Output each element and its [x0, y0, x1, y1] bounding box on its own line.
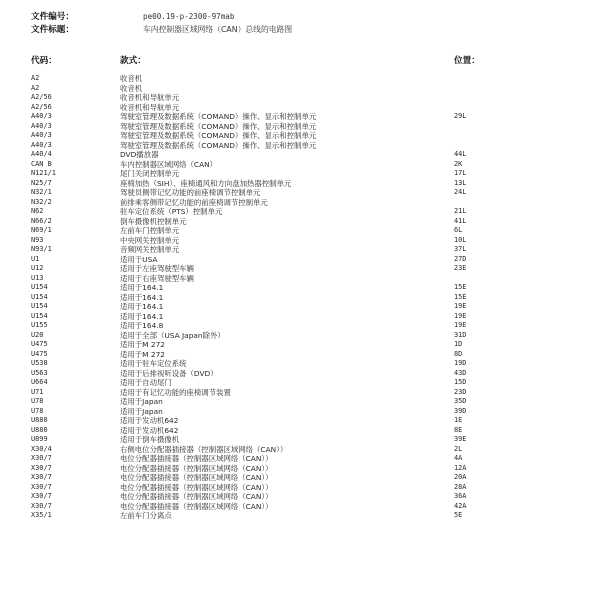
component-position: 23D: [454, 387, 467, 396]
table-row: [0, 207, 603, 217]
table-row: [0, 93, 603, 103]
component-position: 17L: [454, 169, 467, 177]
table-row: [0, 122, 603, 132]
component-code: U880: [31, 416, 48, 424]
component-position: 6L: [454, 226, 463, 234]
component-code: N93/1: [31, 245, 52, 253]
component-position: 2K: [454, 159, 463, 168]
component-code: U154: [31, 311, 48, 320]
component-position: 41L: [454, 216, 467, 225]
table-row: [0, 150, 603, 160]
component-position: 43D: [454, 368, 467, 377]
table-row: [0, 131, 603, 141]
component-description: 收音机: [120, 83, 143, 93]
component-code: U78: [31, 406, 44, 415]
doc-title-value: 车内控制器区域网络（CAN）总线的电路图: [143, 25, 293, 34]
component-code: N93: [31, 235, 44, 244]
table-row: [0, 84, 603, 94]
table-row: [0, 236, 603, 246]
component-description: 电位分配器插接器（控制器区域网络（CAN））: [120, 492, 273, 501]
component-position: 23E: [454, 264, 467, 272]
component-description: 尾门关闭控制单元: [120, 169, 180, 178]
component-position: 39E: [454, 435, 467, 443]
table-row: [0, 464, 603, 474]
component-code: U71: [31, 387, 44, 396]
table-row: [0, 226, 603, 236]
table-row: [0, 141, 603, 151]
table-row: [0, 397, 603, 407]
doc-title-label: 文件标题：: [31, 25, 74, 35]
table-row: [0, 502, 603, 512]
component-description: 驾驶室管理及数据系统（COMAND）操作、显示和控制单元: [120, 140, 317, 150]
component-code: A40/3: [31, 131, 52, 139]
table-row: [0, 245, 603, 255]
table-row: [0, 454, 603, 464]
component-code: N32/2: [31, 197, 52, 206]
component-description: 适用于倒车摄像机: [120, 435, 180, 444]
component-description: 左前车门分离点: [120, 511, 172, 520]
component-code: X30/7: [31, 492, 52, 500]
component-description: 倒车摄像机控制单元: [120, 216, 187, 226]
component-description: 适用于有记忆功能的座椅调节装置: [120, 387, 231, 397]
table-row: [0, 369, 603, 379]
component-description: 适用于后排视听设备（DVD）: [120, 368, 218, 378]
component-description: 驾驶室管理及数据系统（COMAND）操作、显示和控制单元: [120, 112, 317, 121]
component-description: 左前车门控制单元: [120, 226, 180, 235]
component-position: 27D: [454, 254, 467, 263]
component-position: 19D: [454, 359, 467, 367]
component-description: 收音机和导航单元: [120, 93, 180, 102]
component-description: 适用于发动机642: [120, 416, 179, 425]
component-position: 8E: [454, 425, 463, 434]
table-row: [0, 293, 603, 303]
description-column-header: 款式：: [120, 56, 146, 66]
component-code: A2: [31, 74, 40, 82]
component-position: 37L: [454, 245, 467, 253]
component-position: 21L: [454, 207, 467, 215]
component-description: 电位分配器插接器（控制器区域网络（CAN））: [120, 463, 273, 473]
component-code: U155: [31, 321, 48, 329]
component-description: 适用于右座驾驶型车辆: [120, 273, 194, 283]
component-description: 驾驶室管理及数据系统（COMAND）操作、显示和控制单元: [120, 121, 317, 131]
table-row: [0, 331, 603, 341]
component-description: 适用于USA: [120, 254, 158, 264]
component-description: 适用于全部（USA Japan除外）: [120, 330, 225, 340]
position-column-header: 位置：: [454, 56, 480, 66]
component-description: 驾驶员侧带记忆功能的前座椅调节控制单元: [120, 188, 261, 197]
component-position: 10L: [454, 235, 467, 244]
component-position: 13L: [454, 178, 467, 187]
table-row: [0, 264, 603, 274]
component-table: [0, 74, 603, 521]
component-code: X35/1: [31, 511, 52, 519]
component-code: U475: [31, 349, 48, 358]
table-row: [0, 274, 603, 284]
component-position: 2L: [454, 444, 463, 453]
table-row: [0, 255, 603, 265]
component-code: U154: [31, 283, 48, 291]
component-code: N66/2: [31, 216, 52, 225]
component-description: 音频网关控制单元: [120, 245, 180, 254]
component-code: U664: [31, 378, 48, 386]
component-code: U880: [31, 425, 48, 434]
component-description: 适用于发动机642: [120, 425, 179, 435]
component-code: X30/7: [31, 463, 52, 472]
table-row: [0, 321, 603, 331]
component-code: U154: [31, 292, 48, 301]
component-position: 28A: [454, 482, 467, 491]
component-code: N69/1: [31, 226, 52, 234]
component-position: 19E: [454, 321, 467, 329]
component-description: 适用于M 272: [120, 349, 166, 359]
component-description: 车内控制器区域网络（CAN）: [120, 159, 218, 169]
component-code: A40/4: [31, 150, 52, 158]
table-row: [0, 445, 603, 455]
table-row: [0, 359, 603, 369]
component-code: U154: [31, 302, 48, 310]
component-code: U1: [31, 254, 40, 263]
component-position: 15E: [454, 283, 467, 291]
table-row: [0, 217, 603, 227]
component-description: 适用于自动尾门: [120, 378, 172, 387]
table-row: [0, 283, 603, 293]
table-row: [0, 388, 603, 398]
component-position: 39D: [454, 406, 467, 415]
doc-number-value: pe00.19-p-2300-97mab: [143, 12, 235, 21]
component-position: 8D: [454, 349, 463, 358]
table-row: [0, 407, 603, 417]
component-description: 前排乘客侧带记忆功能的前座椅调节控制单元: [120, 197, 268, 207]
component-description: 适用于Japan: [120, 406, 163, 416]
component-description: 适用于164.1: [120, 283, 164, 292]
component-description: 中央网关控制单元: [120, 235, 180, 245]
component-description: 适用于164.1: [120, 311, 164, 321]
table-row: [0, 416, 603, 426]
table-row: [0, 378, 603, 388]
component-code: U475: [31, 340, 48, 348]
component-code: U899: [31, 435, 48, 443]
component-code: A2: [31, 83, 40, 92]
component-position: 19E: [454, 302, 467, 310]
table-row: [0, 473, 603, 483]
table-row: [0, 198, 603, 208]
table-row: [0, 302, 603, 312]
code-column-header: 代码：: [31, 56, 57, 66]
component-position: 24L: [454, 188, 467, 196]
table-row: [0, 74, 603, 84]
doc-number-label: 文件编号：: [31, 12, 74, 22]
table-row: [0, 179, 603, 189]
table-row: [0, 312, 603, 322]
component-code: U538: [31, 359, 48, 367]
component-position: 15E: [454, 292, 467, 301]
component-code: X30/7: [31, 501, 52, 510]
component-description: 电位分配器插接器（控制器区域网络（CAN））: [120, 473, 273, 482]
table-row: [0, 511, 603, 521]
component-description: 适用于164.1: [120, 302, 164, 311]
component-description: 驾驶室管理及数据系统（COMAND）操作、显示和控制单元: [120, 131, 317, 140]
component-code: U12: [31, 264, 44, 272]
component-position: 1D: [454, 340, 463, 348]
component-description: 收音机: [120, 74, 143, 83]
table-row: [0, 160, 603, 170]
component-description: 电位分配器插接器（控制器区域网络（CAN））: [120, 454, 273, 463]
table-row: [0, 492, 603, 502]
component-description: 适用于164.8: [120, 321, 164, 330]
component-description: 电位分配器插接器（控制器区域网络（CAN））: [120, 482, 273, 492]
component-code: N62: [31, 207, 44, 215]
component-position: 12A: [454, 463, 467, 472]
component-description: 适用于左座驾驶型车辆: [120, 264, 194, 273]
table-row: [0, 169, 603, 179]
component-position: 5E: [454, 511, 463, 519]
table-row: [0, 340, 603, 350]
component-code: N121/1: [31, 169, 56, 177]
component-description: 适用于164.1: [120, 292, 164, 302]
component-position: 42A: [454, 501, 467, 510]
table-row: [0, 426, 603, 436]
component-code: A40/3: [31, 112, 52, 120]
component-position: 15D: [454, 378, 467, 386]
component-description: 驻车定位系统（PTS）控制单元: [120, 207, 223, 216]
component-position: 19E: [454, 311, 467, 320]
table-row: [0, 112, 603, 122]
component-code: A40/3: [31, 121, 52, 130]
component-description: 适用于M 272: [120, 340, 166, 349]
component-position: 36A: [454, 492, 467, 500]
component-code: N25/7: [31, 178, 52, 187]
component-description: DVD播放器: [120, 150, 159, 159]
component-description: 右侧电位分配器插接器（控制器区域网络（CAN））: [120, 444, 288, 454]
component-description: 电位分配器插接器（控制器区域网络（CAN））: [120, 501, 273, 511]
component-code: A40/3: [31, 140, 52, 149]
component-position: 31D: [454, 330, 467, 339]
component-code: X30/7: [31, 482, 52, 491]
component-description: 收音机和导航单元: [120, 102, 180, 112]
component-code: U78: [31, 397, 44, 405]
component-description: 适用于Japan: [120, 397, 163, 406]
component-code: X30/4: [31, 444, 52, 453]
component-description: 适用于驻车定位系统: [120, 359, 187, 368]
component-code: U563: [31, 368, 48, 377]
component-position: 20A: [454, 473, 467, 481]
table-row: [0, 350, 603, 360]
component-position: 35D: [454, 397, 467, 405]
table-row: [0, 188, 603, 198]
component-position: 29L: [454, 112, 467, 120]
component-code: N32/1: [31, 188, 52, 196]
component-code: CAN B: [31, 159, 52, 168]
table-row: [0, 483, 603, 493]
table-row: [0, 103, 603, 113]
component-code: U20: [31, 330, 44, 339]
component-code: A2/56: [31, 102, 52, 111]
component-code: U13: [31, 273, 44, 282]
component-code: X30/7: [31, 454, 52, 462]
component-position: 4A: [454, 454, 463, 462]
component-code: X30/7: [31, 473, 52, 481]
table-row: [0, 435, 603, 445]
component-description: 座椅加热（SIH）、座椅通风和方向盘加热器控制单元: [120, 178, 292, 188]
component-position: 44L: [454, 150, 467, 158]
component-code: A2/56: [31, 93, 52, 101]
component-position: 1E: [454, 416, 463, 424]
